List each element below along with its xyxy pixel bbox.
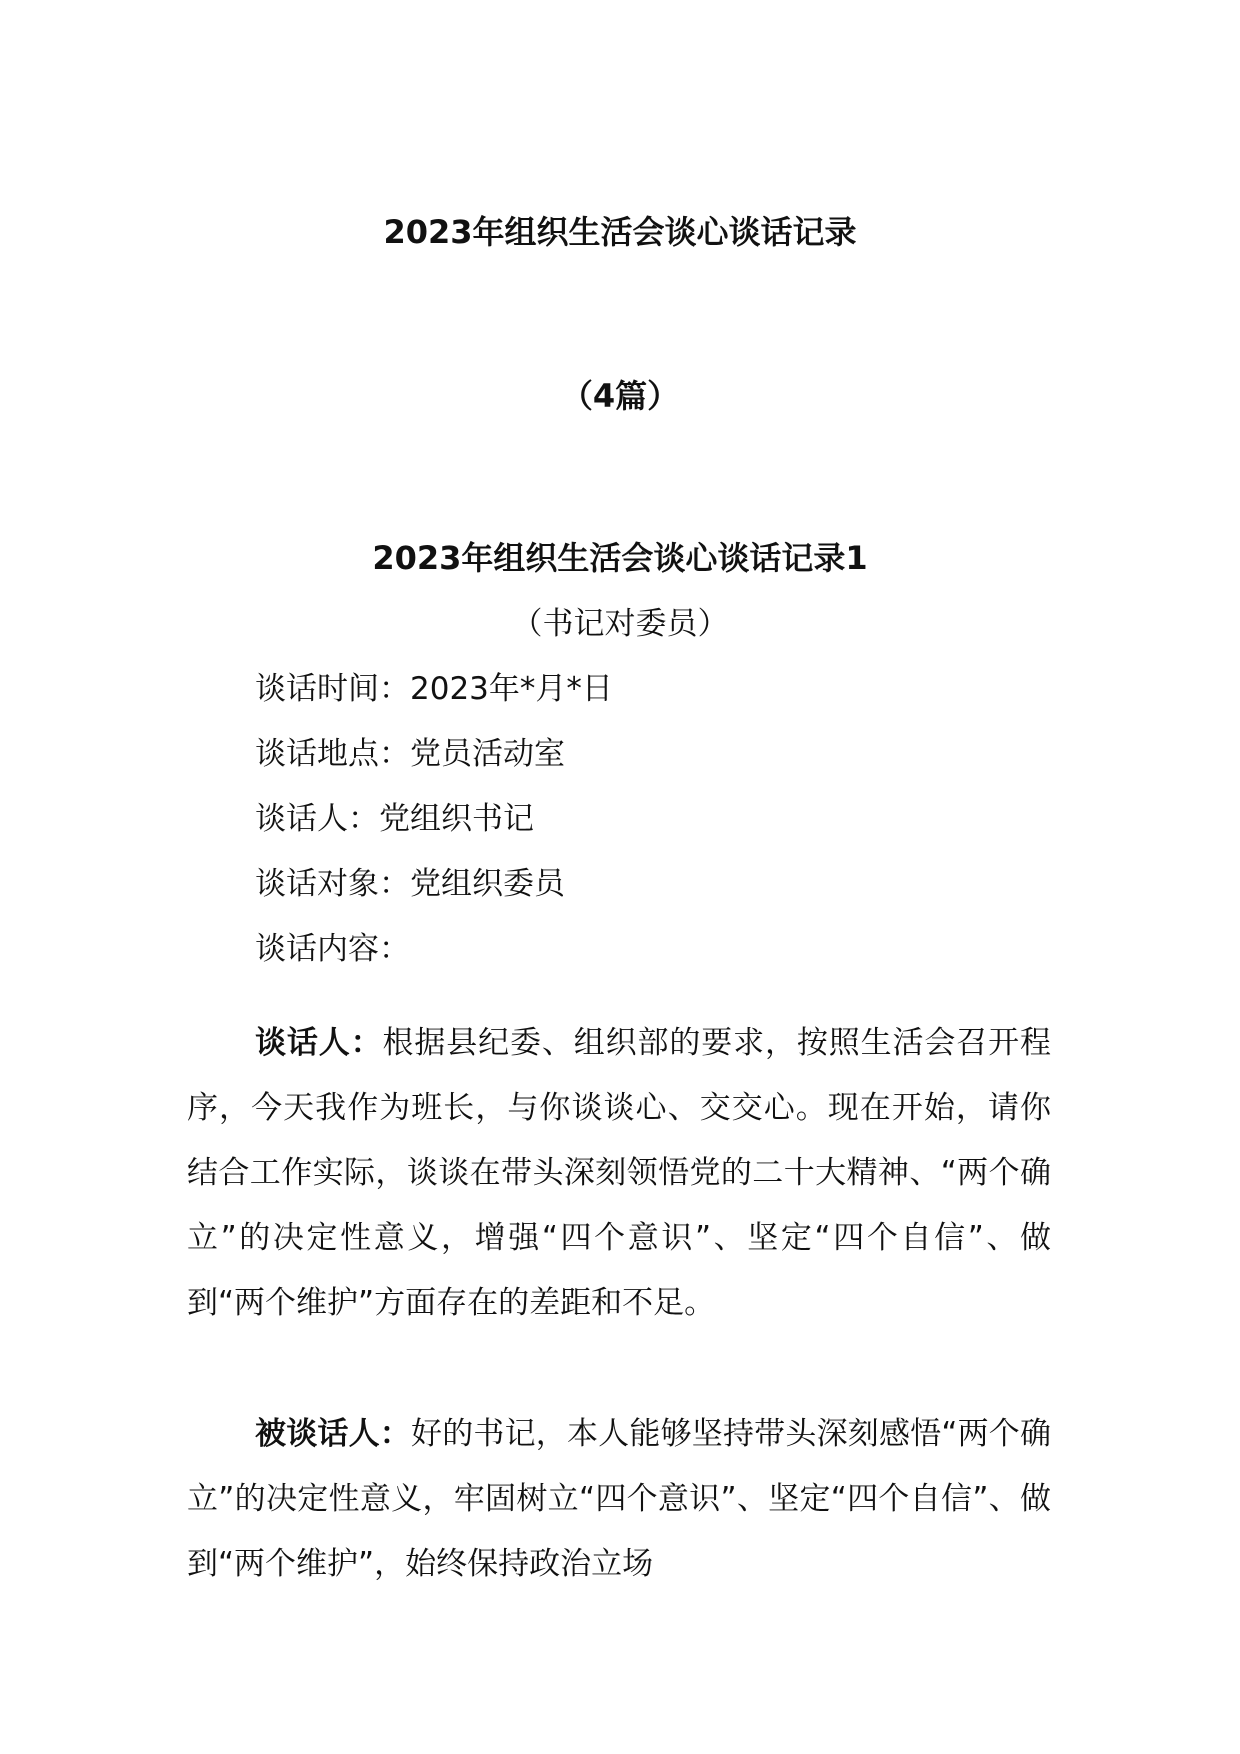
document-count: （4篇）: [560, 377, 680, 415]
speaker-label: 谈话人：: [255, 1025, 383, 1061]
paragraph-text: 好的书记，本人能够坚持带头深刻感悟“两个确立”的决定性意义，牢固树立“四个意识”、坚定“四个自信”、做到“两个维护”，始终保持政治立场: [187, 1416, 1052, 1582]
document-title: 2023年组织生活会谈心谈话记录: [383, 213, 857, 251]
paragraph-speaker: [187, 1011, 1051, 1336]
section-subtitle: （书记对委员）: [511, 606, 729, 642]
paragraph-text: 根据县纪委、组织部的要求，按照生活会召开程序，今天我作为班长，与你谈谈心、交交心。现在开始，请你结合工作实际，谈谈在带头深刻领悟党的二十大精神、“两个确立”的决定性意义，增强“四个意识”、坚定“四个自信”、做到“两个维护”方面存在的差距和不足。: [187, 1025, 1051, 1321]
respondent-label: 被谈话人：: [255, 1416, 411, 1452]
meta-speaker: 谈话人：党组织书记: [255, 801, 534, 837]
meta-target: 谈话对象：党组织委员: [255, 866, 565, 902]
meta-content: 谈话内容：: [255, 931, 410, 967]
section-title: 2023年组织生活会谈心谈话记录1: [372, 539, 868, 577]
meta-time: 谈话时间：2023年*月*日: [255, 671, 613, 707]
paragraph-respondent: [187, 1402, 1051, 1597]
meta-place: 谈话地点：党员活动室: [255, 736, 565, 772]
